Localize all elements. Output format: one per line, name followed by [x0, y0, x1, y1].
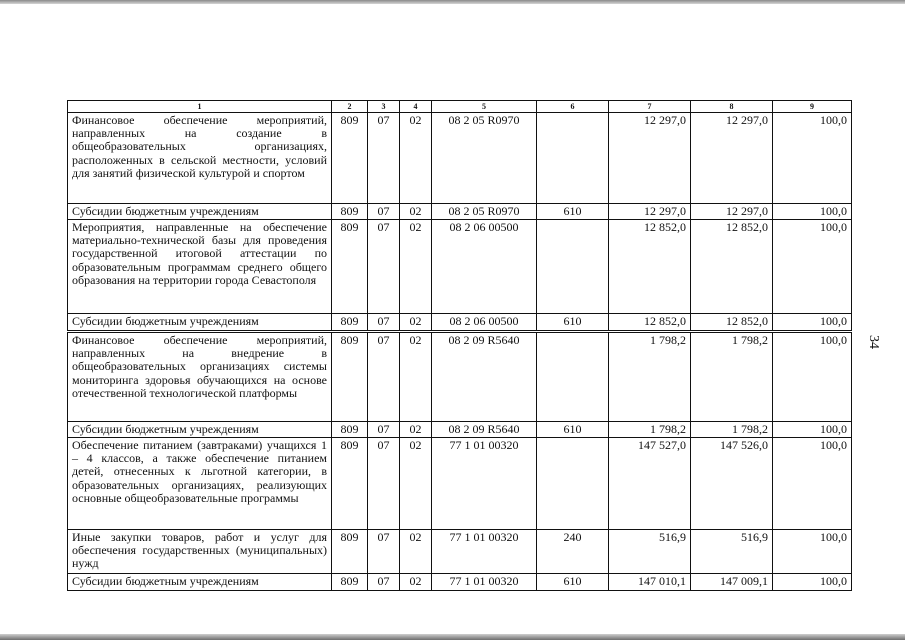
row-name: Субсидии бюджетным учреждениям: [68, 422, 332, 438]
cell-col4: 02: [400, 422, 432, 438]
cell-col4: 02: [400, 314, 432, 332]
cell-col6: [537, 438, 609, 530]
page-number: 34: [866, 335, 881, 349]
cell-col5: 08 2 09 R5640: [432, 422, 537, 438]
cell-col9: 100,0: [773, 438, 852, 530]
cell-col4: 02: [400, 574, 432, 591]
cell-col4: 02: [400, 332, 432, 422]
header-cell: 9: [773, 101, 852, 113]
cell-col2: 809: [332, 438, 368, 530]
header-row: [68, 101, 852, 113]
cell-col3: 07: [368, 113, 400, 204]
cell-col9: 100,0: [773, 332, 852, 422]
cell-col2: 809: [332, 113, 368, 204]
cell-col4: 02: [400, 530, 432, 574]
cell-col8: 147 526,0: [691, 438, 773, 530]
row-name: Мероприятия, направленные на обеспечение материально-технической базы для проведения государственной итоговой аттестации по образовательным программам среднего общего образования на территории города Севастополя: [68, 220, 332, 314]
cell-col3: 07: [368, 422, 400, 438]
cell-col8: 1 798,2: [691, 422, 773, 438]
cell-col6: 610: [537, 574, 609, 591]
header-cell: 1: [68, 101, 332, 113]
cell-col2: 809: [332, 314, 368, 332]
cell-col3: 07: [368, 314, 400, 332]
cell-col7: 12 297,0: [609, 204, 691, 220]
row-name: Финансовое обеспечение мероприятий, направленных на создание в общеобразовательных организациях, расположенных в сельской местности, условий для занятий физической культурой и спортом: [68, 113, 332, 204]
cell-col7: 12 852,0: [609, 314, 691, 332]
cell-col2: 809: [332, 204, 368, 220]
cell-col2: 809: [332, 220, 368, 314]
scan-edge-top: [0, 0, 905, 4]
header-cell: 7: [609, 101, 691, 113]
cell-col8: 516,9: [691, 530, 773, 574]
row-name: Иные закупки товаров, работ и услуг для обеспечения государственных (муниципальных) нужд: [68, 530, 332, 574]
cell-col4: 02: [400, 204, 432, 220]
cell-col9: 100,0: [773, 220, 852, 314]
row-name: Субсидии бюджетным учреждениям: [68, 314, 332, 332]
header-cell: 5: [432, 101, 537, 113]
cell-col9: 100,0: [773, 204, 852, 220]
cell-col7: 1 798,2: [609, 332, 691, 422]
cell-col9: 100,0: [773, 574, 852, 591]
cell-col2: 809: [332, 574, 368, 591]
cell-col5: 08 2 06 00500: [432, 314, 537, 332]
cell-col7: 1 798,2: [609, 422, 691, 438]
cell-col3: 07: [368, 530, 400, 574]
table-row: [68, 314, 852, 332]
cell-col3: 07: [368, 204, 400, 220]
cell-col5: 08 2 05 R0970: [432, 204, 537, 220]
cell-col9: 100,0: [773, 314, 852, 332]
cell-col3: 07: [368, 574, 400, 591]
table-row: [68, 530, 852, 574]
header-cell: 3: [368, 101, 400, 113]
row-name: Субсидии бюджетным учреждениям: [68, 574, 332, 591]
table-row: [68, 113, 852, 204]
header-cell: 2: [332, 101, 368, 113]
cell-col9: 100,0: [773, 530, 852, 574]
cell-col7: 12 297,0: [609, 113, 691, 204]
cell-col6: [537, 332, 609, 422]
table-row: [68, 220, 852, 314]
cell-col5: 77 1 01 00320: [432, 530, 537, 574]
header-cell: 4: [400, 101, 432, 113]
cell-col3: 07: [368, 220, 400, 314]
cell-col9: 100,0: [773, 113, 852, 204]
cell-col6: 610: [537, 204, 609, 220]
cell-col6: 610: [537, 314, 609, 332]
cell-col5: 08 2 06 00500: [432, 220, 537, 314]
cell-col6: 610: [537, 422, 609, 438]
cell-col8: 12 297,0: [691, 113, 773, 204]
cell-col6: [537, 113, 609, 204]
cell-col8: 12 852,0: [691, 314, 773, 332]
row-name: Субсидии бюджетным учреждениям: [68, 204, 332, 220]
cell-col9: 100,0: [773, 422, 852, 438]
table-row: [68, 422, 852, 438]
cell-col3: 07: [368, 438, 400, 530]
cell-col8: 1 798,2: [691, 332, 773, 422]
cell-col7: 516,9: [609, 530, 691, 574]
header-cell: 8: [691, 101, 773, 113]
cell-col6: 240: [537, 530, 609, 574]
row-name: Обеспечение питанием (завтраками) учащихся 1 – 4 классов, а также обеспечение питанием детей, отнесенных к льготной категории, в образовательных организациях, реализующих основные общеобразовательные программы: [68, 438, 332, 530]
cell-col4: 02: [400, 220, 432, 314]
cell-col5: 08 2 05 R0970: [432, 113, 537, 204]
cell-col4: 02: [400, 438, 432, 530]
cell-col4: 02: [400, 113, 432, 204]
cell-col7: 147 527,0: [609, 438, 691, 530]
cell-col3: 07: [368, 332, 400, 422]
cell-col8: 12 852,0: [691, 220, 773, 314]
header-cell: 6: [537, 101, 609, 113]
cell-col5: 08 2 09 R5640: [432, 332, 537, 422]
table-row: [68, 332, 852, 422]
cell-col8: 12 297,0: [691, 204, 773, 220]
table-row: [68, 204, 852, 220]
table-row: [68, 574, 852, 591]
cell-col2: 809: [332, 422, 368, 438]
scan-edge-bottom: [0, 634, 905, 640]
cell-col5: 77 1 01 00320: [432, 438, 537, 530]
cell-col2: 809: [332, 530, 368, 574]
cell-col8: 147 009,1: [691, 574, 773, 591]
cell-col5: 77 1 01 00320: [432, 574, 537, 591]
row-name: Финансовое обеспечение мероприятий, направленных на внедрение в общеобразовательных организациях системы мониторинга здоровья обучающихся на основе отечественной технологической платформы: [68, 332, 332, 422]
table-row: [68, 438, 852, 530]
cell-col6: [537, 220, 609, 314]
cell-col7: 147 010,1: [609, 574, 691, 591]
cell-col7: 12 852,0: [609, 220, 691, 314]
budget-table: [67, 100, 852, 591]
cell-col2: 809: [332, 332, 368, 422]
